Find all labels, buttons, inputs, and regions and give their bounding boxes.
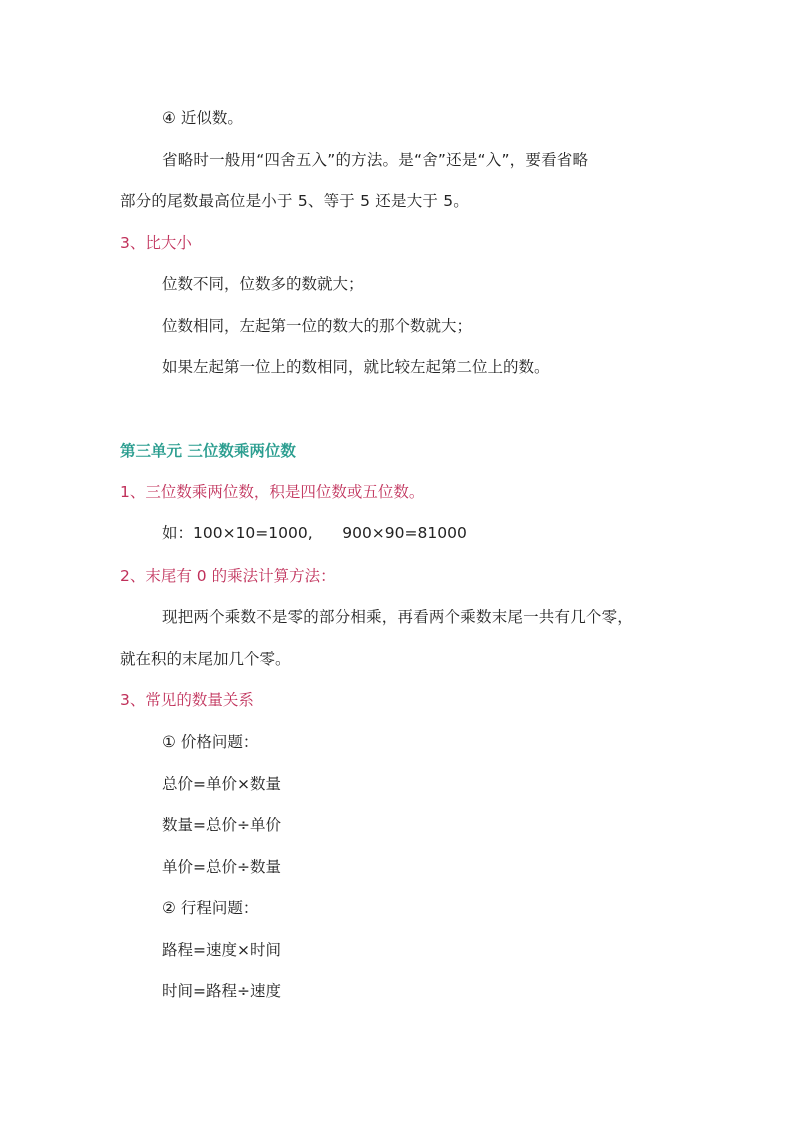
multiplication-example: 如：100×10=1000, 900×90=81000 — [162, 524, 467, 542]
approx-number-item: ④ 近似数。 — [162, 109, 243, 127]
approx-description-line-1: 省略时一般用“四舍五入”的方法。是“舍”还是“入”，要看省略 — [162, 151, 589, 169]
compare-rule-2: 位数相同，左起第一位的数大的那个数就大； — [162, 317, 473, 335]
price-formula-2: 数量=总价÷单价 — [162, 816, 281, 834]
travel-formula-2: 时间=路程÷速度 — [162, 982, 281, 1000]
price-formula-3: 单价=总价÷数量 — [162, 858, 281, 876]
compare-rule-3: 如果左起第一位上的数相同，就比较左起第二位上的数。 — [162, 358, 550, 376]
price-problem-item: ① 价格问题： — [162, 733, 259, 751]
zero-method-line-2: 就在积的末尾加几个零。 — [120, 650, 291, 668]
travel-problem-item: ② 行程问题： — [162, 899, 259, 917]
approx-description-line-2: 部分的尾数最高位是小于 5、等于 5 还是大于 5。 — [120, 192, 469, 210]
multiplication-heading-2: 2、末尾有 0 的乘法计算方法： — [120, 567, 336, 585]
multiplication-heading-1: 1、三位数乘两位数，积是四位数或五位数。 — [120, 483, 425, 501]
compare-rule-1: 位数不同，位数多的数就大； — [162, 275, 364, 293]
unit-title: 第三单元 三位数乘两位数 — [120, 442, 296, 460]
price-formula-1: 总价=单价×数量 — [162, 775, 281, 793]
compare-heading: 3、比大小 — [120, 234, 192, 252]
zero-method-line-1: 现把两个乘数不是零的部分相乘，再看两个乘数末尾一共有几个零， — [162, 608, 634, 626]
travel-formula-1: 路程=速度×时间 — [162, 941, 281, 959]
relation-heading: 3、常见的数量关系 — [120, 691, 254, 709]
